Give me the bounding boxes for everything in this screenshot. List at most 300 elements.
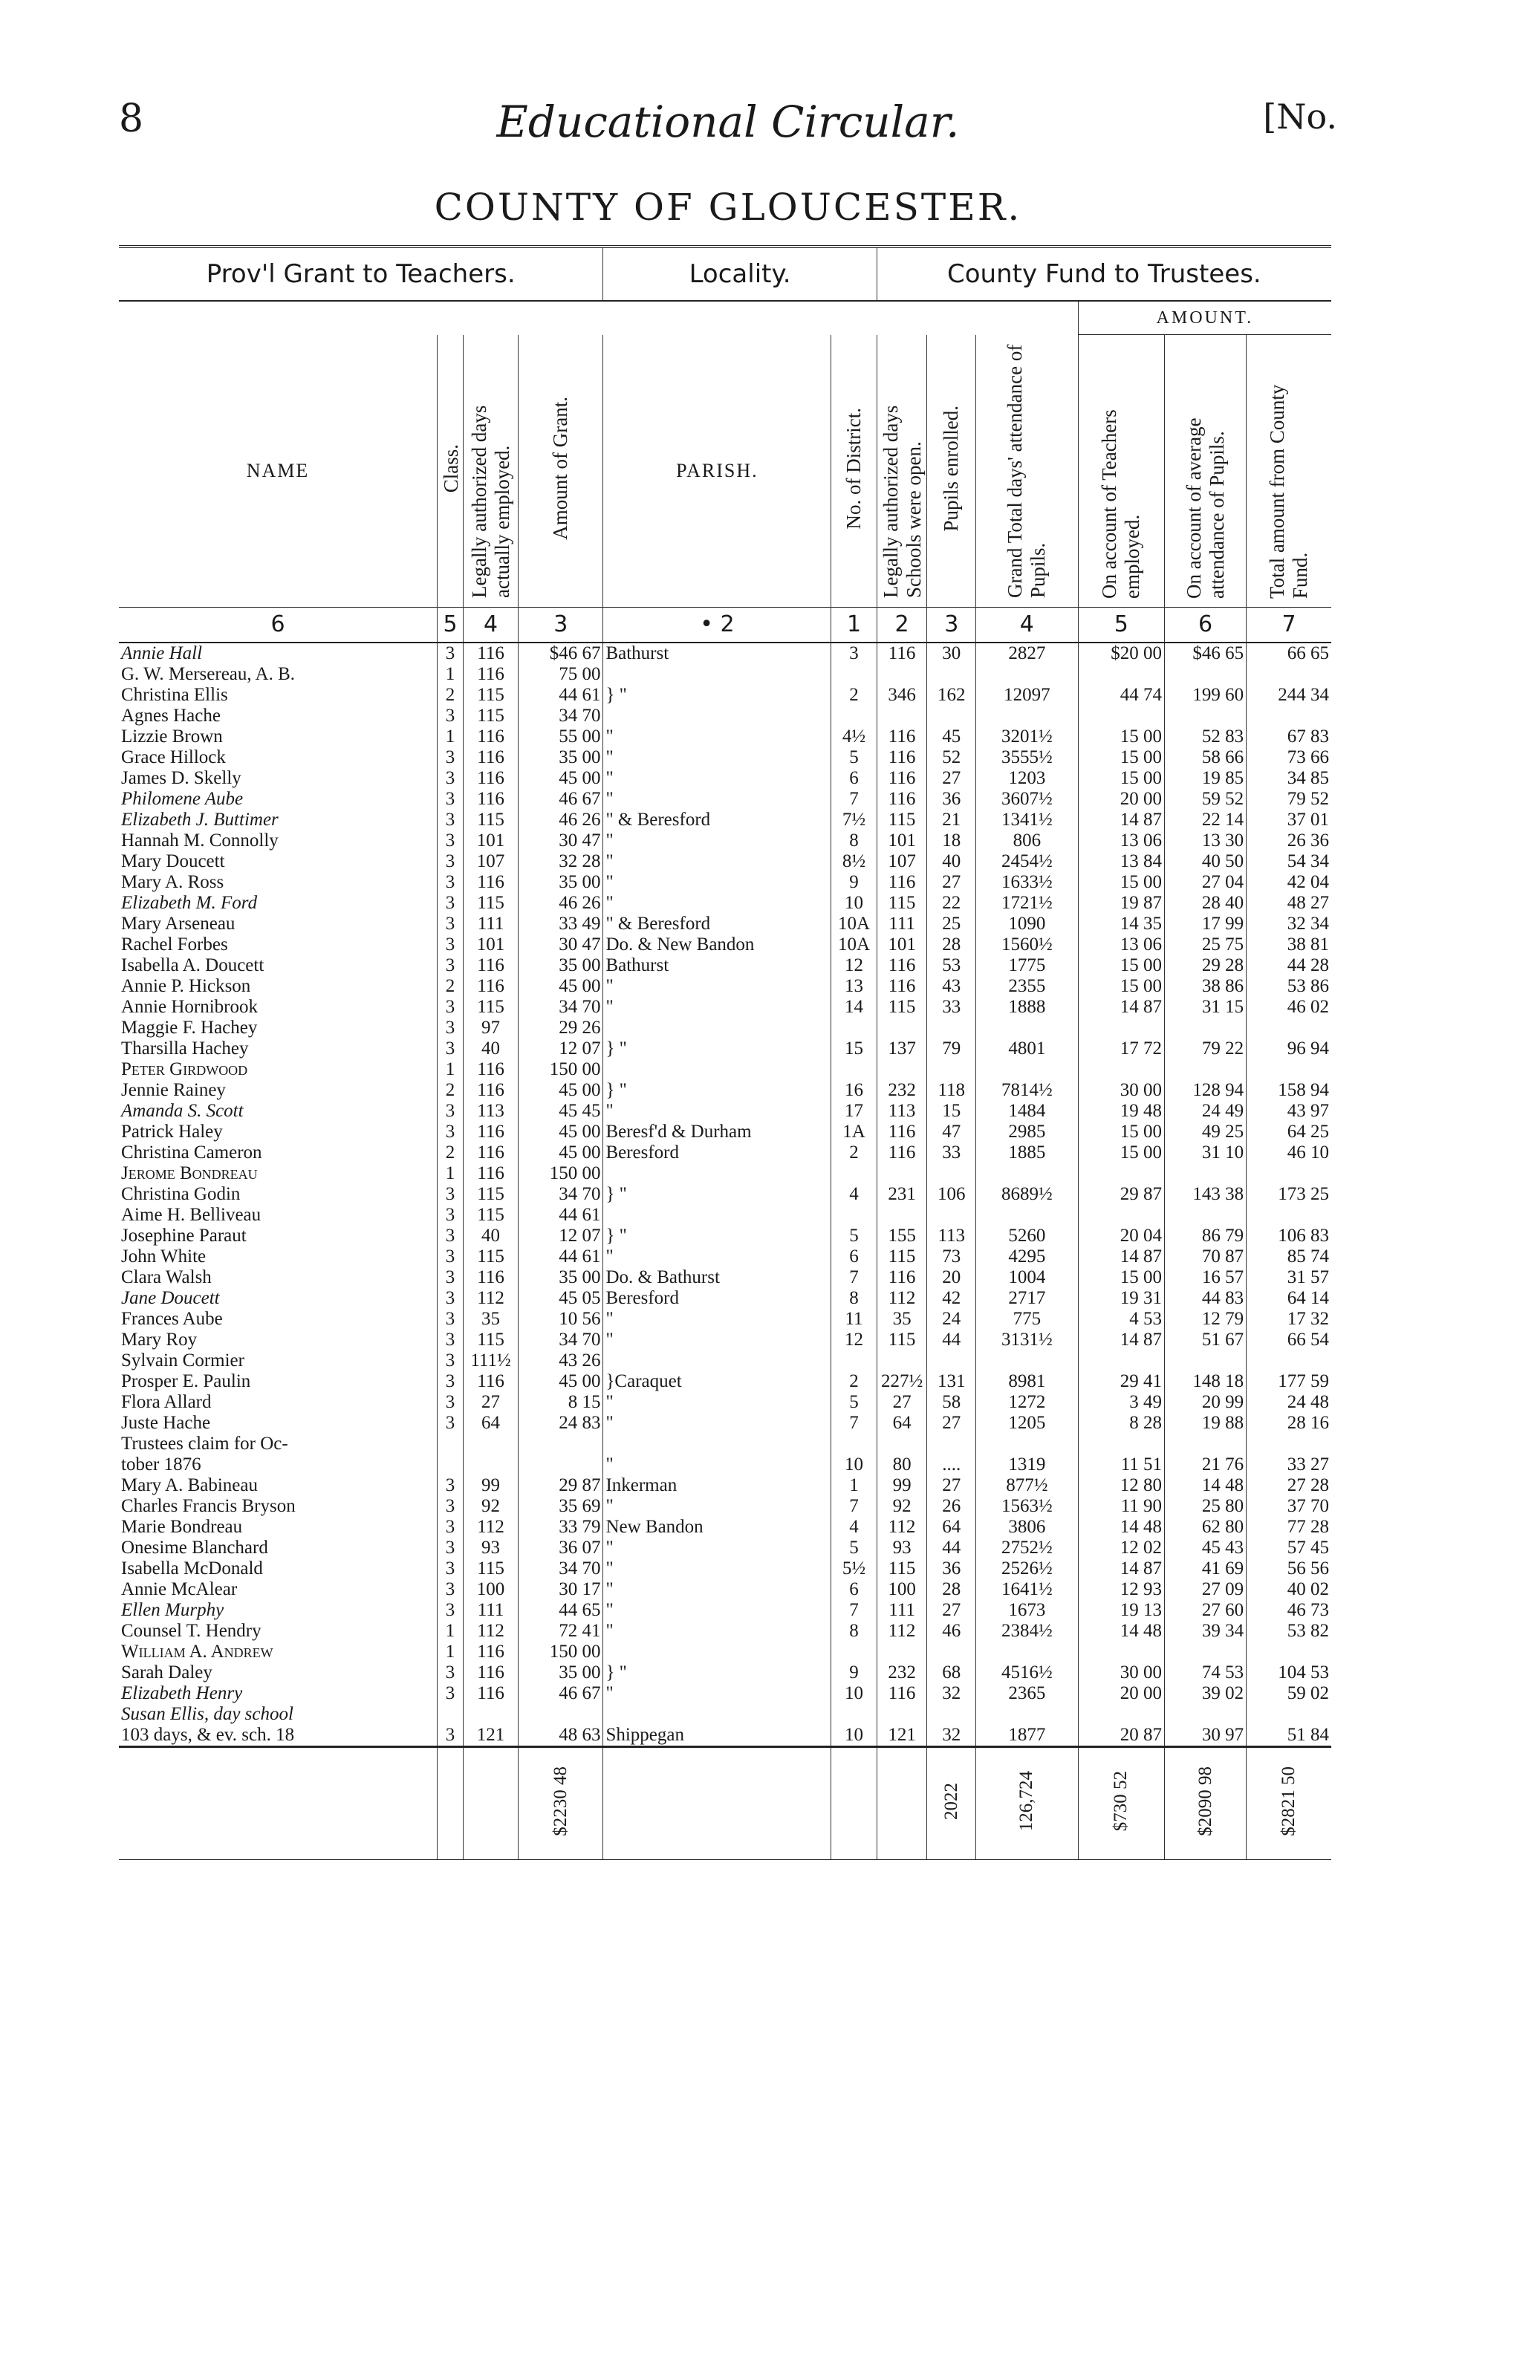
cell-grant: 33 79	[519, 1517, 603, 1538]
cell-grant: 34 70	[519, 1330, 603, 1350]
cell-district: 5	[831, 747, 877, 768]
cell-average-account	[1165, 1434, 1247, 1454]
cell-open-days	[877, 1642, 927, 1662]
cell-average-account: 45 43	[1165, 1538, 1247, 1558]
cell-fund-total	[1247, 1704, 1331, 1725]
cell-teachers-account: 15 00	[1078, 726, 1164, 747]
cell-parish: Beresford	[603, 1288, 831, 1309]
cell-teachers-account: 14 87	[1078, 1246, 1164, 1267]
column-number: 4	[976, 608, 1079, 643]
totals-row	[119, 1747, 1331, 1860]
cell-class: 3	[438, 643, 464, 664]
cell-parish: New Bandon	[603, 1517, 831, 1538]
cell-district: 8	[831, 830, 877, 851]
cell-grant: 30 47	[519, 934, 603, 955]
cell-fund-total: 177 59	[1247, 1371, 1331, 1392]
cell-grant: 45 00	[519, 1371, 603, 1392]
cell-district: 1A	[831, 1122, 877, 1142]
cell-parish: } "	[603, 1226, 831, 1246]
cell-teachers-account: 30 00	[1078, 1080, 1164, 1101]
table-row	[119, 1226, 1331, 1246]
cell-days: 97	[464, 1018, 519, 1038]
cell-teachers-account	[1078, 1704, 1164, 1725]
cell-pupils: 79	[927, 1038, 976, 1059]
cell-teachers-account: 29 87	[1078, 1184, 1164, 1205]
county-grants-table	[119, 245, 1331, 1860]
cell-open-days: 116	[877, 768, 927, 789]
cell-teachers-account: 3 49	[1078, 1392, 1164, 1413]
cell-total-days	[976, 664, 1079, 685]
cell-average-account	[1165, 1059, 1247, 1080]
cell-district	[831, 1205, 877, 1226]
cell-days: 115	[464, 893, 519, 914]
table-row	[119, 1517, 1331, 1538]
cell-fund-total: 73 66	[1247, 747, 1331, 768]
cell-parish: "	[603, 747, 831, 768]
cell-parish: } "	[603, 1038, 831, 1059]
cell-open-days: 116	[877, 726, 927, 747]
cell-name: Elizabeth Henry	[121, 1683, 243, 1703]
cell-name: Rachel Forbes	[121, 934, 228, 955]
cell-name: tober 1876	[121, 1454, 201, 1475]
cell-pupils: 47	[927, 1122, 976, 1142]
cell-days: 116	[464, 664, 519, 685]
cell-name: William A. Andrew	[121, 1642, 273, 1662]
cell-teachers-account: 19 31	[1078, 1288, 1164, 1309]
cell-grant	[519, 1704, 603, 1725]
table-row	[119, 664, 1331, 685]
col-total-days-header: Grand Total days' attendance of Pupils.	[1004, 344, 1050, 599]
cell-teachers-account: 4 53	[1078, 1309, 1164, 1330]
cell-grant: 35 00	[519, 747, 603, 768]
cell-grant: 29 26	[519, 1018, 603, 1038]
cell-fund-total: 26 36	[1247, 830, 1331, 851]
table-row	[119, 1683, 1331, 1704]
cell-teachers-account: $20 00	[1078, 643, 1164, 664]
table-row	[119, 1350, 1331, 1371]
col-parish-header: PARISH.	[603, 335, 831, 608]
cell-parish: "	[603, 1600, 831, 1621]
cell-average-account: 27 04	[1165, 872, 1247, 893]
table-row	[119, 1080, 1331, 1101]
table-row	[119, 997, 1331, 1018]
cell-average-account: 22 14	[1165, 810, 1247, 830]
cell-pupils: 22	[927, 893, 976, 914]
cell-teachers-account: 17 72	[1078, 1038, 1164, 1059]
cell-district: 10	[831, 1683, 877, 1704]
cell-class: 2	[438, 1142, 464, 1163]
cell-total-days: 1205	[976, 1413, 1079, 1434]
table-row	[119, 1018, 1331, 1038]
cell-fund-total: 38 81	[1247, 934, 1331, 955]
cell-fund-total: 46 02	[1247, 997, 1331, 1018]
cell-district: 2	[831, 685, 877, 706]
cell-district: 8½	[831, 851, 877, 872]
table-row	[119, 1309, 1331, 1330]
cell-grant: 44 61	[519, 1205, 603, 1226]
table-row	[119, 1662, 1331, 1683]
cell-average-account: 38 86	[1165, 976, 1247, 997]
cell-pupils: 45	[927, 726, 976, 747]
cell-pupils: 58	[927, 1392, 976, 1413]
cell-grant: 44 61	[519, 685, 603, 706]
cell-parish: "	[603, 789, 831, 810]
total-pupils: 2022	[940, 1782, 961, 1820]
cell-name: Christina Godin	[121, 1184, 241, 1204]
cell-district: 4½	[831, 726, 877, 747]
cell-pupils	[927, 1163, 976, 1184]
cell-days: 116	[464, 1163, 519, 1184]
col-grant-header: Amount of Grant.	[549, 396, 572, 540]
cell-average-account: 16 57	[1165, 1267, 1247, 1288]
cell-name: 103 days, & ev. sch. 18	[121, 1725, 295, 1745]
cell-fund-total: 46 73	[1247, 1600, 1331, 1621]
cell-days: 92	[464, 1496, 519, 1517]
table-row	[119, 1205, 1331, 1226]
cell-average-account: 24 49	[1165, 1101, 1247, 1122]
cell-fund-total: 34 85	[1247, 768, 1331, 789]
cell-class: 3	[438, 1205, 464, 1226]
cell-days: 112	[464, 1288, 519, 1309]
cell-district: 14	[831, 997, 877, 1018]
data-rows	[119, 643, 1331, 1747]
cell-teachers-account	[1078, 706, 1164, 726]
cell-fund-total	[1247, 1434, 1331, 1454]
cell-class: 3	[438, 914, 464, 934]
cell-average-account: 13 30	[1165, 830, 1247, 851]
cell-grant: 35 00	[519, 872, 603, 893]
cell-name: Tharsilla Hachey	[121, 1038, 249, 1059]
table-row	[119, 1621, 1331, 1642]
cell-total-days: 1319	[976, 1454, 1079, 1475]
cell-parish: Inkerman	[603, 1475, 831, 1496]
cell-days: 116	[464, 955, 519, 976]
cell-parish	[603, 706, 831, 726]
cell-parish: "	[603, 1579, 831, 1600]
cell-parish: "	[603, 1413, 831, 1434]
cell-pupils: 21	[927, 810, 976, 830]
cell-parish: } "	[603, 1080, 831, 1101]
table-row	[119, 685, 1331, 706]
cell-days: 116	[464, 1267, 519, 1288]
cell-total-days: 3201½	[976, 726, 1079, 747]
cell-district: 3	[831, 643, 877, 664]
cell-grant: $46 67	[519, 643, 603, 664]
cell-pupils: 18	[927, 830, 976, 851]
cell-open-days: 111	[877, 914, 927, 934]
cell-grant: 45 45	[519, 1101, 603, 1122]
cell-pupils: 36	[927, 1558, 976, 1579]
cell-average-account: 128 94	[1165, 1080, 1247, 1101]
cell-name: Isabella McDonald	[121, 1558, 263, 1578]
cell-open-days: 137	[877, 1038, 927, 1059]
cell-total-days: 1272	[976, 1392, 1079, 1413]
table-row	[119, 706, 1331, 726]
cell-parish: " & Beresford	[603, 810, 831, 830]
cell-name: Annie Hall	[121, 643, 203, 663]
cell-class: 3	[438, 1350, 464, 1371]
cell-fund-total: 17 32	[1247, 1309, 1331, 1330]
cell-parish: "	[603, 1392, 831, 1413]
col-teachers-acct-header: On account of Teachers employed.	[1098, 409, 1144, 599]
cell-open-days: 113	[877, 1101, 927, 1122]
cell-total-days: 2454½	[976, 851, 1079, 872]
cell-pupils: 33	[927, 997, 976, 1018]
cell-average-account	[1165, 1704, 1247, 1725]
cell-total-days: 2365	[976, 1683, 1079, 1704]
cell-pupils	[927, 1059, 976, 1080]
cell-district	[831, 1704, 877, 1725]
cell-teachers-account: 14 87	[1078, 1330, 1164, 1350]
cell-average-account: 20 99	[1165, 1392, 1247, 1413]
cell-parish: } "	[603, 1184, 831, 1205]
cell-parish	[603, 1059, 831, 1080]
cell-fund-total: 46 10	[1247, 1142, 1331, 1163]
cell-pupils: ....	[927, 1454, 976, 1475]
cell-fund-total: 33 27	[1247, 1454, 1331, 1475]
cell-grant: 32 28	[519, 851, 603, 872]
cell-parish: "	[603, 1101, 831, 1122]
cell-days: 116	[464, 1662, 519, 1683]
cell-district: 16	[831, 1080, 877, 1101]
cell-class: 3	[438, 1122, 464, 1142]
table-row	[119, 1142, 1331, 1163]
cell-name: Elizabeth M. Ford	[121, 893, 258, 913]
cell-open-days: 232	[877, 1662, 927, 1683]
cell-name: Frances Aube	[121, 1309, 223, 1329]
cell-class: 3	[438, 1101, 464, 1122]
cell-district: 7½	[831, 810, 877, 830]
table-row	[119, 1101, 1331, 1122]
cell-days: 116	[464, 768, 519, 789]
cell-parish: Bathurst	[603, 643, 831, 664]
group-fund-header: County Fund to Trustees.	[877, 247, 1331, 301]
cell-district: 9	[831, 1662, 877, 1683]
cell-name: Amanda S. Scott	[121, 1101, 244, 1121]
cell-total-days: 4516½	[976, 1662, 1079, 1683]
cell-class: 1	[438, 1059, 464, 1080]
cell-district: 12	[831, 955, 877, 976]
cell-days: 64	[464, 1413, 519, 1434]
cell-average-account: 44 83	[1165, 1288, 1247, 1309]
cell-district: 7	[831, 789, 877, 810]
cell-parish: " & Beresford	[603, 914, 831, 934]
cell-total-days: 2526½	[976, 1558, 1079, 1579]
cell-days	[464, 1434, 519, 1454]
cell-class: 3	[438, 1330, 464, 1350]
cell-pupils	[927, 1205, 976, 1226]
cell-name: G. W. Mersereau, A. B.	[121, 664, 295, 684]
cell-total-days: 3555½	[976, 747, 1079, 768]
cell-grant: 35 00	[519, 1662, 603, 1683]
cell-average-account: 41 69	[1165, 1558, 1247, 1579]
cell-district: 13	[831, 976, 877, 997]
cell-pupils: 64	[927, 1517, 976, 1538]
cell-pupils: 44	[927, 1538, 976, 1558]
cell-grant: 46 26	[519, 810, 603, 830]
cell-fund-total: 54 34	[1247, 851, 1331, 872]
cell-teachers-account: 15 00	[1078, 976, 1164, 997]
col-name-header: NAME	[246, 459, 310, 481]
cell-teachers-account: 20 87	[1078, 1725, 1164, 1747]
cell-open-days	[877, 1059, 927, 1080]
cell-class: 3	[438, 1600, 464, 1621]
cell-name: Jerome Bondreau	[121, 1163, 258, 1183]
cell-teachers-account: 15 00	[1078, 1122, 1164, 1142]
cell-days: 111	[464, 1600, 519, 1621]
cell-open-days: 116	[877, 955, 927, 976]
cell-open-days: 112	[877, 1288, 927, 1309]
cell-name: Trustees claim for Oc-	[121, 1434, 288, 1454]
cell-parish: "	[603, 1683, 831, 1704]
cell-fund-total: 27 28	[1247, 1475, 1331, 1496]
cell-grant: 43 26	[519, 1350, 603, 1371]
col-days-header: Legally authorized days actually employed.	[467, 405, 513, 599]
cell-district: 7	[831, 1600, 877, 1621]
cell-name: Isabella A. Doucett	[121, 955, 264, 975]
table-row	[119, 872, 1331, 893]
cell-grant: 24 83	[519, 1413, 603, 1434]
cell-fund-total	[1247, 1059, 1331, 1080]
cell-class: 1	[438, 1621, 464, 1642]
cell-district: 4	[831, 1184, 877, 1205]
cell-parish: } "	[603, 1662, 831, 1683]
cell-total-days: 775	[976, 1309, 1079, 1330]
cell-teachers-account	[1078, 1059, 1164, 1080]
cell-average-account: 199 60	[1165, 685, 1247, 706]
cell-name: Counsel T. Hendry	[121, 1621, 261, 1641]
cell-grant: 30 47	[519, 830, 603, 851]
cell-grant: 45 00	[519, 976, 603, 997]
cell-days: 116	[464, 726, 519, 747]
cell-parish: Shippegan	[603, 1725, 831, 1747]
cell-district: 7	[831, 1267, 877, 1288]
cell-class: 3	[438, 851, 464, 872]
cell-open-days: 107	[877, 851, 927, 872]
cell-average-account	[1165, 1018, 1247, 1038]
cell-teachers-account: 11 51	[1078, 1454, 1164, 1475]
cell-district: 10	[831, 1725, 877, 1747]
cell-days: 116	[464, 1059, 519, 1080]
cell-class: 3	[438, 1288, 464, 1309]
cell-name: Onesime Blanchard	[121, 1538, 268, 1558]
cell-parish: Beresford	[603, 1142, 831, 1163]
cell-name: Christina Cameron	[121, 1142, 262, 1163]
table-row	[119, 851, 1331, 872]
issue-number-label: [No.	[1263, 97, 1337, 137]
cell-pupils: 27	[927, 768, 976, 789]
column-number: 6	[1165, 608, 1247, 643]
cell-total-days: 1090	[976, 914, 1079, 934]
cell-average-account: 79 22	[1165, 1038, 1247, 1059]
cell-teachers-account: 13 84	[1078, 851, 1164, 872]
table-row	[119, 1163, 1331, 1184]
cell-open-days: 93	[877, 1538, 927, 1558]
cell-class: 3	[438, 1267, 464, 1288]
cell-days: 111	[464, 914, 519, 934]
cell-district: 1	[831, 1475, 877, 1496]
table-row	[119, 810, 1331, 830]
cell-days: 115	[464, 1558, 519, 1579]
cell-name: Jane Doucett	[121, 1288, 220, 1308]
cell-district	[831, 1163, 877, 1184]
cell-grant: 10 56	[519, 1309, 603, 1330]
cell-grant: 45 00	[519, 768, 603, 789]
cell-fund-total: 43 97	[1247, 1101, 1331, 1122]
cell-grant	[519, 1434, 603, 1454]
cell-average-account	[1165, 1163, 1247, 1184]
table-row	[119, 914, 1331, 934]
column-number: 3	[927, 608, 976, 643]
cell-district: 6	[831, 768, 877, 789]
cell-average-account	[1165, 664, 1247, 685]
cell-fund-total: 59 02	[1247, 1683, 1331, 1704]
cell-pupils: 118	[927, 1080, 976, 1101]
cell-average-account: 39 02	[1165, 1683, 1247, 1704]
cell-average-account: 17 99	[1165, 914, 1247, 934]
cell-pupils: 36	[927, 789, 976, 810]
cell-total-days: 877½	[976, 1475, 1079, 1496]
cell-pupils	[927, 664, 976, 685]
cell-open-days: 115	[877, 810, 927, 830]
cell-teachers-account: 14 48	[1078, 1517, 1164, 1538]
cell-district: 8	[831, 1621, 877, 1642]
cell-open-days: 116	[877, 976, 927, 997]
cell-pupils	[927, 1704, 976, 1725]
cell-grant: 36 07	[519, 1538, 603, 1558]
cell-grant: 46 67	[519, 789, 603, 810]
cell-name: Juste Hache	[121, 1413, 211, 1433]
cell-district	[831, 1059, 877, 1080]
cell-parish: Bathurst	[603, 955, 831, 976]
cell-grant: 45 00	[519, 1122, 603, 1142]
cell-days: 115	[464, 810, 519, 830]
cell-teachers-account: 14 48	[1078, 1621, 1164, 1642]
cell-teachers-account	[1078, 1434, 1164, 1454]
cell-pupils: 52	[927, 747, 976, 768]
cell-pupils: 68	[927, 1662, 976, 1683]
cell-grant: 150 00	[519, 1163, 603, 1184]
cell-open-days: 111	[877, 1600, 927, 1621]
cell-total-days: 2827	[976, 643, 1079, 664]
cell-pupils	[927, 1350, 976, 1371]
cell-grant: 8 15	[519, 1392, 603, 1413]
cell-open-days	[877, 664, 927, 685]
cell-total-days: 4295	[976, 1246, 1079, 1267]
cell-total-days: 1721½	[976, 893, 1079, 914]
cell-total-days: 1673	[976, 1600, 1079, 1621]
cell-average-account: 21 76	[1165, 1454, 1247, 1475]
cell-average-account: 19 88	[1165, 1413, 1247, 1434]
cell-average-account: 19 85	[1165, 768, 1247, 789]
cell-days: 93	[464, 1538, 519, 1558]
cell-teachers-account: 15 00	[1078, 1142, 1164, 1163]
cell-class: 2	[438, 685, 464, 706]
cell-average-account: 39 34	[1165, 1621, 1247, 1642]
cell-parish: "	[603, 1538, 831, 1558]
cell-average-account	[1165, 1350, 1247, 1371]
cell-fund-total: 77 28	[1247, 1517, 1331, 1538]
cell-total-days: 1633½	[976, 872, 1079, 893]
cell-fund-total: 244 34	[1247, 685, 1331, 706]
cell-parish: "	[603, 1621, 831, 1642]
table-row	[119, 747, 1331, 768]
cell-days: 116	[464, 1122, 519, 1142]
table-row	[119, 1579, 1331, 1600]
column-number: 1	[831, 608, 877, 643]
cell-days	[464, 1704, 519, 1725]
cell-grant: 150 00	[519, 1642, 603, 1662]
